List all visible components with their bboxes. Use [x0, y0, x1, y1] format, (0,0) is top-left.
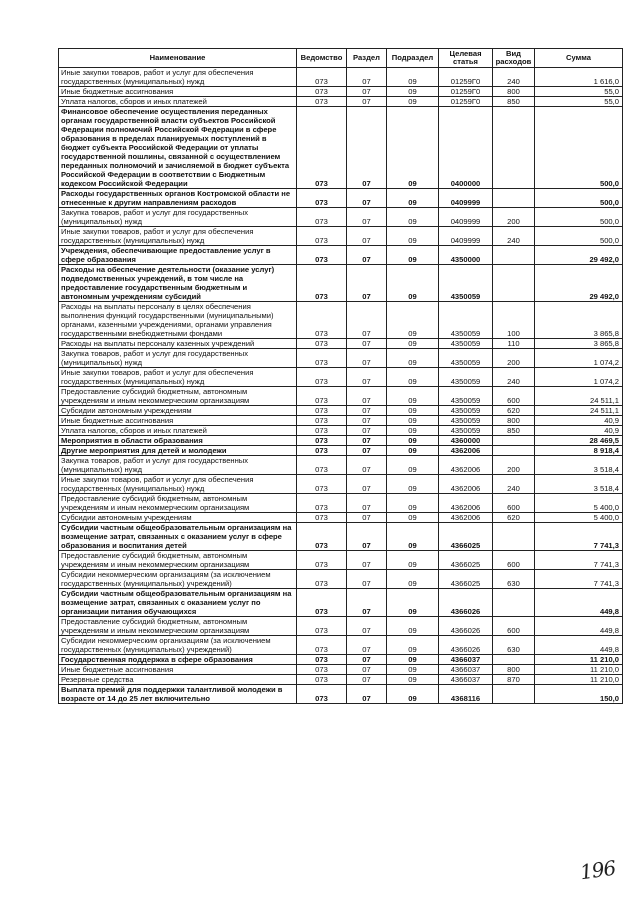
row-expense-type: 800 — [493, 665, 535, 675]
row-sum: 29 492,0 — [535, 246, 623, 265]
row-expense-type: 600 — [493, 551, 535, 570]
row-expense-type: 240 — [493, 475, 535, 494]
row-razdel: 07 — [347, 339, 387, 349]
row-sum: 28 469,5 — [535, 436, 623, 446]
row-name: Учреждения, обеспечивающие предоставление услуг в сфере образования — [59, 246, 297, 265]
row-podrazdel: 09 — [387, 655, 439, 665]
row-razdel: 07 — [347, 246, 387, 265]
row-target-article: 4350059 — [439, 416, 493, 426]
table-row — [59, 436, 623, 446]
row-ved: 073 — [297, 475, 347, 494]
row-target-article: 4350000 — [439, 246, 493, 265]
table-row — [59, 494, 623, 513]
row-expense-type — [493, 523, 535, 551]
table-row — [59, 655, 623, 665]
row-podrazdel: 09 — [387, 208, 439, 227]
row-target-article: 4366037 — [439, 665, 493, 675]
row-sum: 500,0 — [535, 107, 623, 189]
row-target-article: 4362006 — [439, 513, 493, 523]
row-ved: 073 — [297, 227, 347, 246]
row-podrazdel: 09 — [387, 227, 439, 246]
row-expense-type: 240 — [493, 68, 535, 87]
row-name: Субсидии некоммерческим организациям (за исключением государственных (муниципальных) учреждений) — [59, 636, 297, 655]
row-razdel: 07 — [347, 349, 387, 368]
row-expense-type: 200 — [493, 456, 535, 475]
row-name: Иные бюджетные ассигнования — [59, 87, 297, 97]
row-expense-type: 240 — [493, 368, 535, 387]
row-ved: 073 — [297, 246, 347, 265]
row-expense-type: 620 — [493, 406, 535, 416]
table-row — [59, 456, 623, 475]
row-target-article: 4366037 — [439, 675, 493, 685]
row-target-article: 4350059 — [439, 387, 493, 406]
row-ved: 073 — [297, 523, 347, 551]
row-name: Расходы на обеспечение деятельности (оказание услуг) подведомственных учреждений, в том числе на предоставление государственным бюджетным и автономным учреждениям субсидий — [59, 265, 297, 302]
table-row — [59, 339, 623, 349]
row-podrazdel: 09 — [387, 636, 439, 655]
table-header-row — [59, 49, 623, 68]
row-expense-type — [493, 446, 535, 456]
row-name: Расходы на выплаты персоналу казенных учреждений — [59, 339, 297, 349]
row-ved: 073 — [297, 436, 347, 446]
row-razdel: 07 — [347, 513, 387, 523]
table-row — [59, 265, 623, 302]
row-ved: 073 — [297, 97, 347, 107]
row-target-article: 4362006 — [439, 494, 493, 513]
row-expense-type: 630 — [493, 570, 535, 589]
row-target-article: 4350059 — [439, 339, 493, 349]
budget-document — [58, 48, 622, 704]
row-name: Иные закупки товаров, работ и услуг для обеспечения государственных (муниципальных) нужд — [59, 227, 297, 246]
row-target-article: 0409999 — [439, 227, 493, 246]
row-ved: 073 — [297, 426, 347, 436]
row-expense-type: 600 — [493, 617, 535, 636]
row-expense-type: 600 — [493, 387, 535, 406]
row-sum: 3 865,8 — [535, 339, 623, 349]
row-target-article: 4362006 — [439, 456, 493, 475]
row-sum: 3 518,4 — [535, 456, 623, 475]
row-sum: 5 400,0 — [535, 494, 623, 513]
row-expense-type — [493, 107, 535, 189]
row-name: Мероприятия в области образования — [59, 436, 297, 446]
row-name: Иные бюджетные ассигнования — [59, 416, 297, 426]
row-podrazdel: 09 — [387, 426, 439, 436]
row-ved: 073 — [297, 589, 347, 617]
row-target-article: 4362006 — [439, 475, 493, 494]
row-ved: 073 — [297, 265, 347, 302]
row-expense-type: 200 — [493, 208, 535, 227]
row-sum: 55,0 — [535, 97, 623, 107]
row-name: Резервные средства — [59, 675, 297, 685]
row-sum: 150,0 — [535, 685, 623, 704]
row-sum: 500,0 — [535, 208, 623, 227]
row-podrazdel: 09 — [387, 387, 439, 406]
row-expense-type: 850 — [493, 426, 535, 436]
row-razdel: 07 — [347, 456, 387, 475]
row-ved: 073 — [297, 302, 347, 339]
row-target-article: 4366026 — [439, 636, 493, 655]
row-name: Другие мероприятия для детей и молодежи — [59, 446, 297, 456]
header-ved: Ведомство — [297, 49, 347, 68]
row-ved: 073 — [297, 68, 347, 87]
row-expense-type: 110 — [493, 339, 535, 349]
row-target-article: 4360000 — [439, 436, 493, 446]
row-ved: 073 — [297, 551, 347, 570]
row-razdel: 07 — [347, 265, 387, 302]
row-ved: 073 — [297, 665, 347, 675]
table-row — [59, 368, 623, 387]
row-razdel: 07 — [347, 387, 387, 406]
row-podrazdel: 09 — [387, 97, 439, 107]
row-name: Государственная поддержка в сфере образования — [59, 655, 297, 665]
row-ved: 073 — [297, 685, 347, 704]
header-podrazdel: Подраздел — [387, 49, 439, 68]
row-ved: 073 — [297, 636, 347, 655]
row-sum: 5 400,0 — [535, 513, 623, 523]
row-razdel: 07 — [347, 227, 387, 246]
table-row — [59, 685, 623, 704]
row-expense-type: 630 — [493, 636, 535, 655]
row-name: Выплата премий для поддержки талантливой молодежи в возрасте от 14 до 25 лет включительно — [59, 685, 297, 704]
row-target-article: 4368116 — [439, 685, 493, 704]
row-ved: 073 — [297, 87, 347, 97]
row-razdel: 07 — [347, 107, 387, 189]
table-row — [59, 446, 623, 456]
table-row — [59, 513, 623, 523]
row-expense-type — [493, 589, 535, 617]
table-row — [59, 406, 623, 416]
table-row — [59, 675, 623, 685]
table-row — [59, 523, 623, 551]
row-razdel: 07 — [347, 68, 387, 87]
row-target-article: 4366025 — [439, 551, 493, 570]
row-expense-type: 850 — [493, 97, 535, 107]
row-podrazdel: 09 — [387, 406, 439, 416]
row-name: Расходы на выплаты персоналу в целях обеспечения выполнения функций государственными (муниципальными) органами, казенными учреждениями, органами управления государственными внебюджетными фондами — [59, 302, 297, 339]
row-podrazdel: 09 — [387, 302, 439, 339]
row-podrazdel: 09 — [387, 189, 439, 208]
row-podrazdel: 09 — [387, 265, 439, 302]
row-expense-type: 870 — [493, 675, 535, 685]
row-sum: 11 210,0 — [535, 675, 623, 685]
row-name: Иные закупки товаров, работ и услуг для обеспечения государственных (муниципальных) нужд — [59, 475, 297, 494]
table-row — [59, 189, 623, 208]
row-ved: 073 — [297, 339, 347, 349]
row-sum: 40,9 — [535, 426, 623, 436]
row-target-article: 4366037 — [439, 655, 493, 665]
row-sum: 29 492,0 — [535, 265, 623, 302]
row-name: Предоставление субсидий бюджетным, автономным учреждениям и иным некоммерческим организациям — [59, 617, 297, 636]
row-target-article: 4366026 — [439, 589, 493, 617]
row-ved: 073 — [297, 349, 347, 368]
row-target-article: 0400000 — [439, 107, 493, 189]
row-target-article: 4350059 — [439, 426, 493, 436]
row-podrazdel: 09 — [387, 368, 439, 387]
row-podrazdel: 09 — [387, 456, 439, 475]
row-target-article: 01259Г0 — [439, 87, 493, 97]
row-name: Закупка товаров, работ и услуг для государственных (муниципальных) нужд — [59, 208, 297, 227]
row-name: Финансовое обеспечение осуществления переданных органам государственной власти субъектов Российской Федерации полномочий Российской Федерации в сфере образования в пределах планируемых поступлений в бюджет субъекта Российской Федерации от уплаты государственной пошлины, связанной с осуществлением переданных полномочий и зачисляемой в бюджет субъекта Российской Федерации в соответствии с Бюджетным кодексом Российской Федерации — [59, 107, 297, 189]
header-razdel: Раздел — [347, 49, 387, 68]
table-row — [59, 426, 623, 436]
table-row — [59, 349, 623, 368]
row-target-article: 4350059 — [439, 302, 493, 339]
row-expense-type — [493, 685, 535, 704]
row-target-article: 0409999 — [439, 189, 493, 208]
table-row — [59, 475, 623, 494]
row-razdel: 07 — [347, 685, 387, 704]
row-target-article: 4350059 — [439, 368, 493, 387]
row-podrazdel: 09 — [387, 570, 439, 589]
row-podrazdel: 09 — [387, 685, 439, 704]
row-name: Уплата налогов, сборов и иных платежей — [59, 426, 297, 436]
table-row — [59, 617, 623, 636]
row-razdel: 07 — [347, 406, 387, 416]
table-row — [59, 208, 623, 227]
row-razdel: 07 — [347, 494, 387, 513]
row-razdel: 07 — [347, 302, 387, 339]
row-sum: 449,8 — [535, 636, 623, 655]
row-sum: 40,9 — [535, 416, 623, 426]
row-ved: 073 — [297, 570, 347, 589]
row-sum: 55,0 — [535, 87, 623, 97]
table-row — [59, 636, 623, 655]
row-razdel: 07 — [347, 368, 387, 387]
row-name: Расходы государственных органов Костромской области не отнесенные к другим направлениям расходов — [59, 189, 297, 208]
row-expense-type: 620 — [493, 513, 535, 523]
row-sum: 7 741,3 — [535, 570, 623, 589]
row-sum: 8 918,4 — [535, 446, 623, 456]
row-razdel: 07 — [347, 617, 387, 636]
row-name: Иные бюджетные ассигнования — [59, 665, 297, 675]
row-expense-type: 800 — [493, 416, 535, 426]
table-row — [59, 227, 623, 246]
row-sum: 11 210,0 — [535, 665, 623, 675]
row-razdel: 07 — [347, 416, 387, 426]
row-sum: 3 865,8 — [535, 302, 623, 339]
table-row — [59, 246, 623, 265]
row-sum: 24 511,1 — [535, 406, 623, 416]
row-razdel: 07 — [347, 665, 387, 675]
row-razdel: 07 — [347, 189, 387, 208]
table-row — [59, 551, 623, 570]
row-expense-type: 200 — [493, 349, 535, 368]
row-target-article: 01259Г0 — [439, 68, 493, 87]
row-ved: 073 — [297, 456, 347, 475]
row-podrazdel: 09 — [387, 475, 439, 494]
row-razdel: 07 — [347, 208, 387, 227]
row-podrazdel: 09 — [387, 523, 439, 551]
row-podrazdel: 09 — [387, 665, 439, 675]
header-expense-type: Вид расходов — [493, 49, 535, 68]
row-name: Закупка товаров, работ и услуг для государственных (муниципальных) нужд — [59, 456, 297, 475]
row-sum: 3 518,4 — [535, 475, 623, 494]
row-razdel: 07 — [347, 446, 387, 456]
row-podrazdel: 09 — [387, 513, 439, 523]
row-name: Иные закупки товаров, работ и услуг для обеспечения государственных (муниципальных) нужд — [59, 68, 297, 87]
row-sum: 449,8 — [535, 617, 623, 636]
row-name: Предоставление субсидий бюджетным, автономным учреждениям и иным некоммерческим организациям — [59, 494, 297, 513]
row-ved: 073 — [297, 513, 347, 523]
table-row — [59, 107, 623, 189]
row-podrazdel: 09 — [387, 68, 439, 87]
row-razdel: 07 — [347, 87, 387, 97]
row-sum: 1 616,0 — [535, 68, 623, 87]
row-name: Субсидии частным общеобразовательным организациям на возмещение затрат, связанных с оказанием услуг в сфере образования и воспитания детей — [59, 523, 297, 551]
row-sum: 7 741,3 — [535, 551, 623, 570]
row-expense-type — [493, 265, 535, 302]
row-ved: 073 — [297, 107, 347, 189]
row-razdel: 07 — [347, 475, 387, 494]
row-podrazdel: 09 — [387, 107, 439, 189]
row-podrazdel: 09 — [387, 416, 439, 426]
table-row — [59, 589, 623, 617]
row-podrazdel: 09 — [387, 446, 439, 456]
row-target-article: 4350059 — [439, 406, 493, 416]
row-razdel: 07 — [347, 426, 387, 436]
row-expense-type — [493, 655, 535, 665]
table-row — [59, 665, 623, 675]
row-ved: 073 — [297, 494, 347, 513]
row-ved: 073 — [297, 406, 347, 416]
row-expense-type: 100 — [493, 302, 535, 339]
row-razdel: 07 — [347, 436, 387, 446]
table-row — [59, 68, 623, 87]
row-podrazdel: 09 — [387, 339, 439, 349]
row-razdel: 07 — [347, 523, 387, 551]
row-ved: 073 — [297, 416, 347, 426]
row-razdel: 07 — [347, 551, 387, 570]
row-ved: 073 — [297, 189, 347, 208]
row-name: Субсидии некоммерческим организациям (за исключением государственных (муниципальных) учреждений) — [59, 570, 297, 589]
row-sum: 11 210,0 — [535, 655, 623, 665]
header-name: Наименование — [59, 49, 297, 68]
row-podrazdel: 09 — [387, 617, 439, 636]
row-expense-type: 800 — [493, 87, 535, 97]
row-name: Уплата налогов, сборов и иных платежей — [59, 97, 297, 107]
row-target-article: 4350059 — [439, 265, 493, 302]
row-ved: 073 — [297, 387, 347, 406]
row-sum: 7 741,3 — [535, 523, 623, 551]
row-expense-type — [493, 246, 535, 265]
row-name: Предоставление субсидий бюджетным, автономным учреждениям и иным некоммерческим организациям — [59, 551, 297, 570]
row-target-article: 0409999 — [439, 208, 493, 227]
row-sum: 24 511,1 — [535, 387, 623, 406]
row-razdel: 07 — [347, 636, 387, 655]
row-podrazdel: 09 — [387, 436, 439, 446]
row-podrazdel: 09 — [387, 589, 439, 617]
row-razdel: 07 — [347, 589, 387, 617]
row-sum: 500,0 — [535, 189, 623, 208]
row-ved: 073 — [297, 655, 347, 665]
table-row — [59, 302, 623, 339]
table-row — [59, 570, 623, 589]
table-row — [59, 416, 623, 426]
row-razdel: 07 — [347, 655, 387, 665]
row-podrazdel: 09 — [387, 675, 439, 685]
table-row — [59, 387, 623, 406]
row-target-article: 4350059 — [439, 349, 493, 368]
row-expense-type — [493, 436, 535, 446]
table-row — [59, 87, 623, 97]
row-ved: 073 — [297, 675, 347, 685]
row-razdel: 07 — [347, 570, 387, 589]
row-sum: 1 074,2 — [535, 368, 623, 387]
row-podrazdel: 09 — [387, 246, 439, 265]
row-podrazdel: 09 — [387, 87, 439, 97]
row-podrazdel: 09 — [387, 494, 439, 513]
row-razdel: 07 — [347, 97, 387, 107]
row-name: Предоставление субсидий бюджетным, автономным учреждениям и иным некоммерческим организациям — [59, 387, 297, 406]
row-razdel: 07 — [347, 675, 387, 685]
row-ved: 073 — [297, 368, 347, 387]
row-sum: 449,8 — [535, 589, 623, 617]
row-name: Субсидии частным общеобразовательным организациям на возмещение затрат, связанных с оказанием услуг по организации питания обучающихся — [59, 589, 297, 617]
table-row — [59, 97, 623, 107]
header-target-article: Целевая статья — [439, 49, 493, 68]
header-sum: Сумма — [535, 49, 623, 68]
row-target-article: 4362006 — [439, 446, 493, 456]
row-name: Субсидии автономным учреждениям — [59, 513, 297, 523]
row-expense-type: 240 — [493, 227, 535, 246]
row-target-article: 4366025 — [439, 523, 493, 551]
row-sum: 1 074,2 — [535, 349, 623, 368]
row-ved: 073 — [297, 617, 347, 636]
row-name: Субсидии автономным учреждениям — [59, 406, 297, 416]
row-ved: 073 — [297, 446, 347, 456]
row-expense-type — [493, 189, 535, 208]
row-name: Закупка товаров, работ и услуг для государственных (муниципальных) нужд — [59, 349, 297, 368]
row-name: Иные закупки товаров, работ и услуг для обеспечения государственных (муниципальных) нужд — [59, 368, 297, 387]
row-target-article: 4366025 — [439, 570, 493, 589]
row-sum: 500,0 — [535, 227, 623, 246]
row-target-article: 4366026 — [439, 617, 493, 636]
page-number: 196 — [578, 855, 617, 885]
row-target-article: 01259Г0 — [439, 97, 493, 107]
row-expense-type: 600 — [493, 494, 535, 513]
row-podrazdel: 09 — [387, 349, 439, 368]
budget-table — [58, 48, 623, 704]
row-podrazdel: 09 — [387, 551, 439, 570]
row-ved: 073 — [297, 208, 347, 227]
